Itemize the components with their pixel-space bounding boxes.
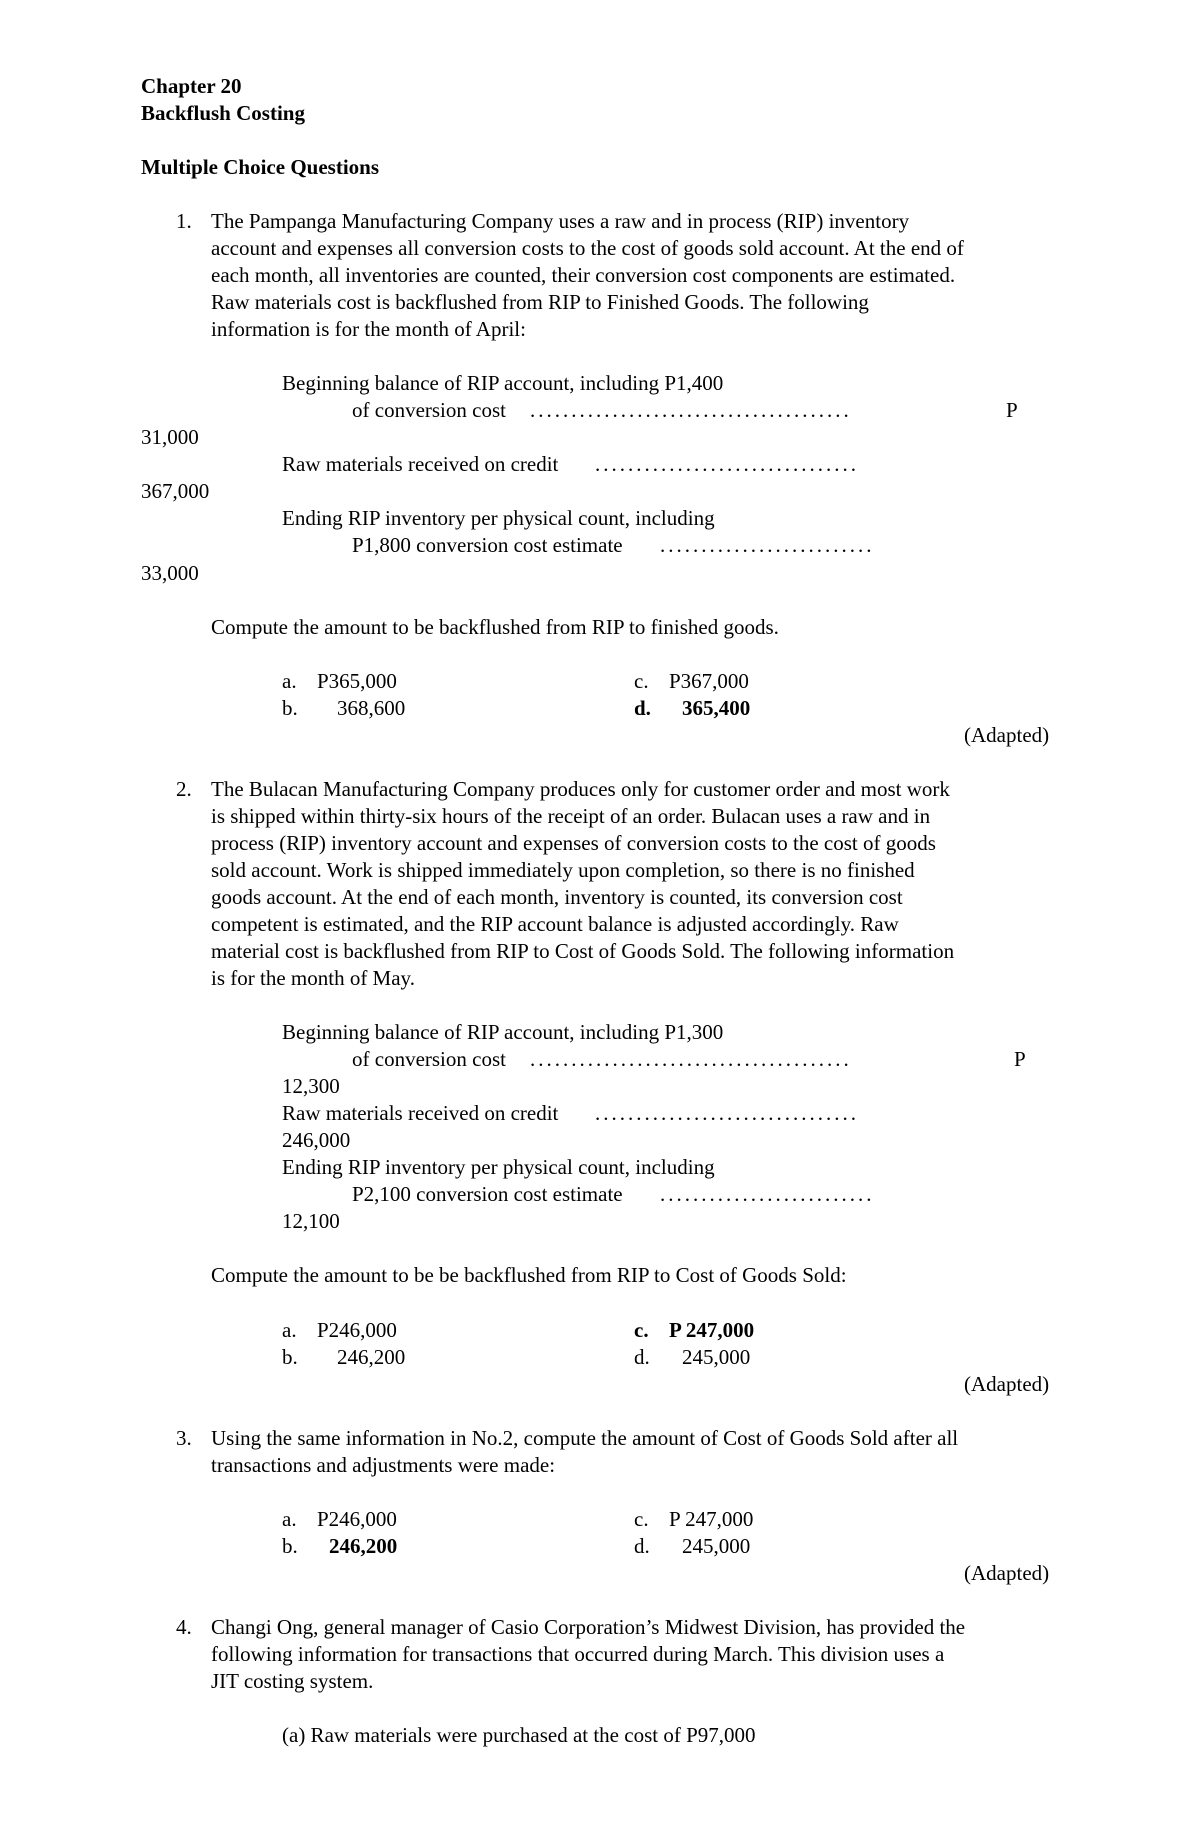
q2-item-label: Beginning balance of RIP account, including P1,300 [282,1020,724,1044]
q1-item-label: Beginning balance of RIP account, including P1,400 [282,371,724,395]
q1-choice-b: 368,600 [337,696,406,720]
q4-text-line: following information for transactions that occurred during March. This division uses a [211,1642,945,1666]
choice-letter: b. [282,1534,298,1558]
q2-text-line: The Bulacan Manufacturing Company produces only for customer order and most work [211,777,950,801]
q2-item-value: 12,300 [282,1074,340,1098]
q2-text-line: sold account. Work is shipped immediately upon completion, so there is no finished [211,858,915,882]
q1-item-label: P1,800 conversion cost estimate [352,533,623,557]
q2-text-line: material cost is backflushed from RIP to Cost of Goods Sold. The following information [211,939,955,963]
q2-item-label: Raw materials received on credit [282,1101,559,1125]
q2-choice-a: P246,000 [317,1318,397,1342]
q4-text-line: Changi Ong, general manager of Casio Corporation’s Midwest Division, has provided the [211,1615,966,1639]
q1-text-line: account and expenses all conversion costs to the cost of goods sold account. At the end of [211,236,964,260]
q2-source: (Adapted) [964,1372,1050,1396]
q1-text-line: Raw materials cost is backflushed from RIP to Finished Goods. The following [211,290,869,314]
q1-text-line: The Pampanga Manufacturing Company uses a raw and in process (RIP) inventory [211,209,910,233]
choice-letter: c. [634,669,649,693]
q2-choice-c-correct: P 247,000 [669,1318,755,1342]
q1-item-value: 31,000 [141,425,199,449]
q1-item-label: of conversion cost [352,398,506,422]
choice-letter: b. [282,1345,298,1369]
q1-item-value: 33,000 [141,561,199,585]
q3-text-line: transactions and adjustments were made: [211,1453,556,1477]
choice-letter: c. [634,1318,649,1342]
chapter-title: Chapter 20 [141,74,242,98]
q4-number: 4. [176,1615,192,1639]
q3-choice-c: P 247,000 [669,1507,754,1531]
q2-number: 2. [176,777,192,801]
q2-text-line: is shipped within thirty-six hours of the receipt of an order. Bulacan uses a raw and in [211,804,931,828]
q2-text-line: goods account. At the end of each month, inventory is counted, its conversion cost [211,885,903,909]
q1-choice-c: P367,000 [669,669,749,693]
choice-letter: a. [282,669,297,693]
q1-number: 1. [176,209,192,233]
q2-question: Compute the amount to be be backflushed from RIP to Cost of Goods Sold: [211,1263,847,1287]
q2-text-line: process (RIP) inventory account and expenses of conversion costs to the cost of goods [211,831,936,855]
q3-choice-a: P246,000 [317,1507,397,1531]
q1-text-line: each month, all inventories are counted, their conversion cost components are estimated. [211,263,956,287]
q1-text-line: information is for the month of April: [211,317,526,341]
q2-text-line: is for the month of May. [211,966,415,990]
q3-number: 3. [176,1426,192,1450]
choice-letter: a. [282,1507,297,1531]
q3-choice-b-correct: 246,200 [329,1534,398,1558]
q2-item-label: of conversion cost [352,1047,506,1071]
leader-dots: ................................ [595,1101,859,1125]
q3-source: (Adapted) [964,1561,1050,1585]
leader-dots: ................................ [595,452,859,476]
choice-letter: b. [282,696,298,720]
leader-dots: .......................... [660,1182,875,1206]
choice-letter: d. [634,696,651,720]
q3-choice-d: 245,000 [682,1534,751,1558]
q4-item-a: (a) Raw materials were purchased at the cost of P97,000 [282,1723,756,1747]
chapter-topic: Backflush Costing [141,101,305,125]
q1-item-label: Raw materials received on credit [282,452,559,476]
q4-text-line: JIT costing system. [211,1669,374,1693]
q1-choice-a: P365,000 [317,669,397,693]
currency-symbol: P [1006,398,1018,422]
choice-letter: d. [634,1534,650,1558]
q2-choice-d: 245,000 [682,1345,751,1369]
q2-item-label: P2,100 conversion cost estimate [352,1182,623,1206]
q1-item-value: 367,000 [141,479,210,503]
q3-text-line: Using the same information in No.2, compute the amount of Cost of Goods Sold after all [211,1426,959,1450]
q2-item-label: Ending RIP inventory per physical count, including [282,1155,715,1179]
choice-letter: a. [282,1318,297,1342]
q1-source: (Adapted) [964,723,1050,747]
q1-item-label: Ending RIP inventory per physical count, including [282,506,715,530]
q1-question: Compute the amount to be backflushed from RIP to finished goods. [211,615,779,639]
currency-symbol: P [1014,1047,1026,1071]
q2-item-value: 12,100 [282,1209,340,1233]
q1-choice-d-correct: 365,400 [682,696,751,720]
leader-dots: .......................... [660,533,875,557]
choice-letter: d. [634,1345,650,1369]
q2-text-line: competent is estimated, and the RIP account balance is adjusted accordingly. Raw [211,912,899,936]
q2-choice-b: 246,200 [337,1345,406,1369]
choice-letter: c. [634,1507,649,1531]
q2-item-value: 246,000 [282,1128,351,1152]
leader-dots: ....................................... [530,1047,852,1071]
section-title: Multiple Choice Questions [141,155,380,179]
leader-dots: ....................................... [530,398,852,422]
